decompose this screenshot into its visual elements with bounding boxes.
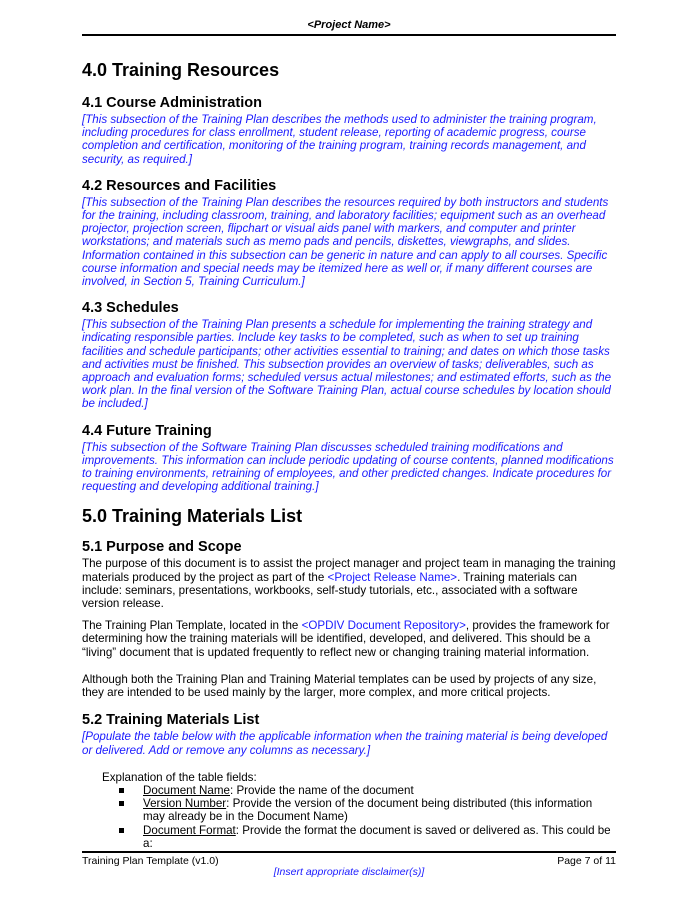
field-desc: : Provide the format the document is saved or delivered as. This could be a: [143, 823, 611, 850]
footer-page-number: Page 7 of 11 [557, 855, 616, 867]
header-divider [82, 34, 616, 36]
field-desc: : Provide the name of the document [230, 783, 414, 797]
purpose-paragraph-2 [82, 619, 616, 659]
section-4-title: 4.0 Training Resources [82, 60, 280, 80]
text-run: , provides the framework for determining how the training materials will be identified, developed, and delivered. This should be a “living” document that is updated frequently to reflect new or changing training material information. [82, 619, 610, 659]
field-name: Version Number [143, 797, 227, 811]
text-run: The Training Plan Template, located in the [82, 619, 302, 633]
section-4-3-instructions: [This subsection of the Training Plan presents a schedule for implementing the training strategy and indicating responsible parties. Include key tasks to be completed, such as when to set up training facilities and schedule participants; other activities essential to training; and dates on which those tasks and activities must be finished. This subsection provides an overview of tasks; deliverables, such as approach and evaluation forms; scheduled versus actual milestones; and estimated efforts, such as the work plan. In the final version of the Software Training Plan, actual course schedules by location should be included.] [82, 318, 612, 411]
section-5-1-title: 5.1 Purpose and Scope [82, 539, 242, 556]
table-fields-list [124, 784, 616, 850]
footer-template-version: Training Plan Template (v1.0) [82, 855, 219, 867]
section-4-4-title: 4.4 Future Training [82, 422, 212, 439]
purpose-paragraph-1 [82, 557, 616, 610]
section-4-3-title: 4.3 Schedules [82, 300, 179, 317]
bullet-icon [119, 788, 124, 793]
list-item [124, 824, 616, 850]
bullet-icon [119, 828, 124, 833]
section-4-2-instructions: [This subsection of the Training Plan describes the resources required by both instructors and students for the training, including classroom, training, and laboratory facilities; equipment such as an overhead projector, projection screen, flipchart or visual aids panel with markers, and computer and printer workstations; and materials such as memo pads and pencils, diskettes, viewgraphs, and slides. Information contained in this subsection can be generic in nature and can apply to all courses. Specific course information and special needs may be itemized here as well or, if many different courses are involved, in Section 5, Training Curriculum.] [82, 195, 609, 289]
opdiv-repository-placeholder: <OPDIV Document Repository> [301, 619, 466, 633]
table-fields-explanation: Explanation of the table fields: [102, 770, 257, 784]
section-4-1-title: 4.1 Course Administration [82, 95, 262, 111]
field-name: Document Name [143, 783, 230, 797]
footer-divider [82, 851, 616, 853]
list-item [124, 797, 616, 823]
section-5-title: 5.0 Training Materials List [82, 506, 303, 527]
text-run: The purpose of this document is to assist the project manager and project team in managing the training materials produced by the project as part of the [82, 557, 616, 584]
page-content [82, 58, 616, 850]
section-4-1-instructions: [This subsection of the Training Plan describes the methods used to administer the training program, including procedures for class enrollment, student release, reporting of academic progress, course completion and certification, monitoring of the training program, training records management, and security, as required.] [82, 113, 597, 166]
section-4-4-instructions: [This subsection of the Software Training Plan discusses scheduled training modifications and improvements. This information can include periodic updating of course contents, planned modifications to training environments, retraining of employees, and other predicted changes. Indicate procedures for requesting and developing additional training.] [82, 440, 614, 494]
section-5-2-instructions: [Populate the table below with the applicable information when the training material is being developed or delivered. Add or remove any columns as necessary.] [82, 730, 608, 757]
purpose-paragraph-3: Although both the Training Plan and Training Material templates can be used by projects of any size, they are intended to be used mainly by the larger, more complex, and more critical projects. [82, 672, 597, 700]
bullet-icon [119, 801, 124, 806]
project-release-name-placeholder: <Project Release Name> [327, 570, 458, 584]
page-header: <Project Name> [307, 19, 391, 31]
field-desc: : Provide the version of the document being distributed (this information may already be in the Document Name) [143, 797, 593, 824]
text-run: . Training materials can include: seminars, presentations, workbooks, self-study tutorials, etc., associated with a software version release. [82, 570, 578, 611]
list-item [124, 784, 616, 797]
field-name: Document Format [143, 823, 236, 837]
footer-disclaimer: [Insert appropriate disclaimer(s)] [273, 866, 425, 878]
section-4-2-title: 4.2 Resources and Facilities [82, 177, 277, 194]
section-5-2-title: 5.2 Training Materials List [82, 712, 260, 729]
